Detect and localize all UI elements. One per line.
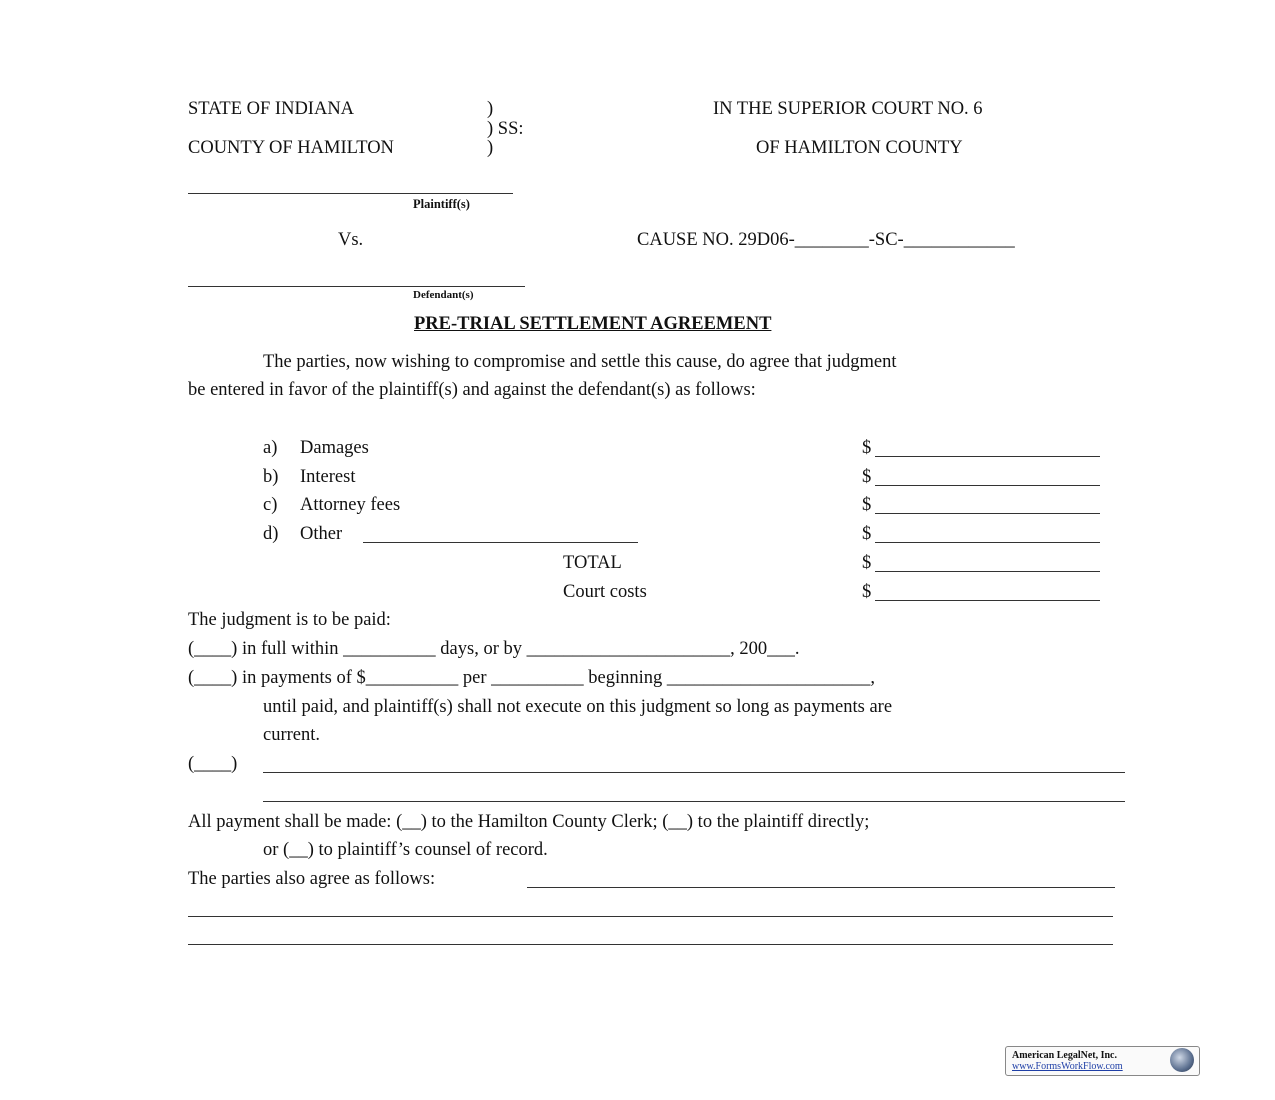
item-letter: d) xyxy=(263,524,279,544)
dollar-sign: $ xyxy=(862,582,872,602)
dollar-sign: $ xyxy=(862,467,872,487)
attorney-fees-amount-line[interactable] xyxy=(875,513,1100,514)
intro-line-2: be entered in favor of the plaintiff(s) and against the defendant(s) as follows: xyxy=(188,380,756,400)
payment-intro: The judgment is to be paid: xyxy=(188,610,391,630)
defendant-label: Defendant(s) xyxy=(413,289,474,301)
item-letter: c) xyxy=(263,495,278,515)
payment-option-installments[interactable]: (____) in payments of $__________ per __________ beginning ______________________, xyxy=(188,668,876,688)
defendant-name-line[interactable] xyxy=(188,286,525,287)
dollar-sign: $ xyxy=(862,524,872,544)
item-label-attorney-fees: Attorney fees xyxy=(300,495,401,515)
state-label: STATE OF INDIANA xyxy=(188,99,355,119)
item-letter: b) xyxy=(263,467,279,487)
publisher-url[interactable]: www.FormsWorkFlow.com xyxy=(1012,1061,1123,1072)
court-costs-amount-line[interactable] xyxy=(875,600,1100,601)
dollar-sign: $ xyxy=(862,495,872,515)
payment-destination-line-1[interactable]: All payment shall be made: (__) to the Hamilton County Clerk; (__) to the plaintiff directly; xyxy=(188,812,870,832)
court-county-label: OF HAMILTON COUNTY xyxy=(756,138,963,158)
ss-label: ) SS: xyxy=(487,119,524,139)
other-payment-line[interactable] xyxy=(263,772,1125,773)
item-label-damages: Damages xyxy=(300,438,369,458)
item-label-interest: Interest xyxy=(300,467,356,487)
dollar-sign: $ xyxy=(862,553,872,573)
plaintiff-label: Plaintiff(s) xyxy=(413,197,470,211)
payment-option-full[interactable]: (____) in full within __________ days, or by ______________________, 200___. xyxy=(188,639,800,659)
globe-icon xyxy=(1170,1048,1194,1072)
court-costs-label: Court costs xyxy=(563,582,647,602)
plaintiff-name-line[interactable] xyxy=(188,193,513,194)
item-label-other: Other xyxy=(300,524,343,544)
damages-amount-line[interactable] xyxy=(875,456,1100,457)
caption-paren: ) xyxy=(487,99,494,119)
payment-destination-line-2[interactable]: or (__) to plaintiff’s counsel of record. xyxy=(263,840,548,860)
agreement-terms-line[interactable] xyxy=(527,887,1115,888)
installments-continuation: current. xyxy=(263,725,321,745)
payment-option-other[interactable]: (____) xyxy=(188,754,238,774)
caption-paren: ) xyxy=(487,138,494,158)
also-agree-label: The parties also agree as follows: xyxy=(188,869,436,889)
other-amount-line[interactable] xyxy=(875,542,1100,543)
publisher-badge[interactable] xyxy=(1005,1046,1200,1076)
intro-line-1: The parties, now wishing to compromise and settle this cause, do agree that judgment xyxy=(263,352,897,372)
other-payment-line[interactable] xyxy=(263,801,1125,802)
total-label: TOTAL xyxy=(563,553,622,573)
vs-label: Vs. xyxy=(338,230,364,250)
court-label: IN THE SUPERIOR COURT NO. 6 xyxy=(713,99,983,119)
installments-continuation: until paid, and plaintiff(s) shall not execute on this judgment so long as payments are xyxy=(263,697,893,717)
county-label: COUNTY OF HAMILTON xyxy=(188,138,394,158)
agreement-terms-line[interactable] xyxy=(188,916,1113,917)
document-title: PRE-TRIAL SETTLEMENT AGREEMENT xyxy=(414,314,772,334)
cause-number[interactable]: CAUSE NO. 29D06-________-SC-____________ xyxy=(637,230,1015,250)
item-letter: a) xyxy=(263,438,278,458)
dollar-sign: $ xyxy=(862,438,872,458)
publisher-name: American LegalNet, Inc. xyxy=(1012,1050,1117,1061)
agreement-terms-line[interactable] xyxy=(188,944,1113,945)
other-description-line[interactable] xyxy=(363,542,638,543)
total-amount-line[interactable] xyxy=(875,571,1100,572)
interest-amount-line[interactable] xyxy=(875,485,1100,486)
